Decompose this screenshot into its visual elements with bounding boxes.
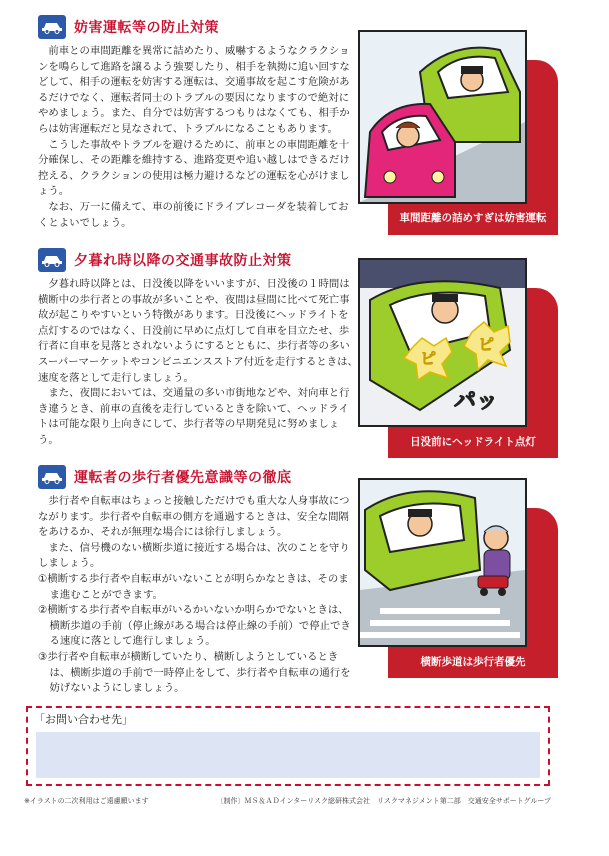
section-pedestrian-priority (38, 462, 358, 697)
contact-fill-area (36, 732, 540, 778)
illustration-headlights (358, 258, 558, 458)
section-header (38, 12, 358, 42)
footer-credit: 〔制作〕ＭＳ＆ＡＤインターリスク総研株式会社 リスクマネジメント第二部 交通安全サポートグループ (216, 797, 551, 805)
section-title: 運転者の歩行者優先意識等の徹底 (74, 470, 292, 486)
list-item: ②横断する歩行者や自転車がいるかいないか明らかでないときは、横断歩道の手前（停止線がある場合は停止線の手前）で停止できる速度に落として進行しましょう。 (38, 604, 351, 648)
paragraph: 夕暮れ時以降とは、日没後以降をいいますが、日没後の１時間は横断中の歩行者との事故が多いことや、夜間は昼間に比べて死亡事故が起こりやすいという特徴があります。日没後にヘッドライトを点灯するのではなく、日没前に早めに点灯して自車を目立たせ、歩行者に自車を見落とされないようにするとともに、歩行者等の多いスーパーマーケットやコンビニエンスストア付近を走行するときは、速度を落として走行しましょう。 (38, 278, 358, 384)
car-icon (38, 248, 66, 272)
section-title: 夕暮れ時以降の交通事故防止対策 (74, 253, 292, 269)
sfx-text: ピ (478, 335, 495, 354)
list-item: ①横断する歩行者や自転車がいないことが明らかなときは、そのまま進むことができます。 (38, 572, 349, 601)
illustration-crosswalk (358, 478, 558, 678)
car-icon (38, 15, 66, 39)
illustration-scene (358, 258, 527, 427)
illustration-caption: 日没前にヘッドライト点灯 (410, 436, 536, 448)
paragraph: また、夜間においては、交通量の多い市街地などや、対向車と行き違うとき、前車の直後を走行しているときを除いて、ヘッドライトは可能な限り上向きにして、歩行者等の早期発見に努めましょう。 (38, 387, 350, 446)
footer-note: ※イラストの二次利用はご遠慮願います (24, 797, 149, 805)
section-dusk-accidents (38, 245, 358, 449)
list-item: ③歩行者や自転車が横断していたり、横断しようとしているときは、横断歩道の手前で一時停止をして、歩行者や自転車の通行を妨げないようにしましょう。 (38, 650, 351, 695)
section-header (38, 245, 358, 275)
illustration-tailgating (358, 30, 558, 235)
sfx-text: ピ (420, 349, 437, 368)
section-title: 妨害運転等の防止対策 (74, 20, 219, 36)
paragraph: なお、万一に備えて、車の前後にドライブレコーダを装着しておくとよいでしょう。 (38, 200, 349, 229)
paragraph: 歩行者や自転車はちょっと接触しただけでも重大な人身事故につながります。歩行者や自転車の側方を通過するときは、安全な間隔をあけるか、それが無理な場合には徐行しましょう。 (38, 495, 350, 539)
contact-box (26, 706, 550, 786)
illustration-scene (358, 478, 527, 647)
car-icon (38, 465, 66, 489)
section-harassment-driving (38, 12, 358, 231)
illustration-caption: 車間距離の詰めすぎは妨害運転 (399, 212, 547, 224)
sfx-text: パッ (454, 389, 499, 414)
paragraph: こうした事故やトラブルを避けるために、前車との車間距離を十分確保し、その距離を維持する、進路変更や追い越しはできるだけ控える、クラクションの使用は極力避けるなどの運転を心がけましょう。 (38, 138, 350, 198)
illustration-scene (358, 30, 527, 204)
paragraph: また、信号機のない横断歩道に接近する場合は、次のことを守りしましょう。 (38, 541, 350, 570)
contact-label: 「お問い合わせ先」 (34, 713, 133, 726)
paragraph: 前車との車間距離を異常に詰めたり、威嚇するようなクラクションを鳴らして進路を譲るよう強要したり、相手を執拗に追い回すなどして、相手の運転を妨害する運転は、交通事故を起こす危険があるだけでなく、運転者同士のトラブルの要因になりますので絶対にやめましょう。また、自分では妨害するつもりはなくても、相手からは妨害運転だと見なされて、トラブルになることもあります。 (38, 45, 350, 135)
section-header (38, 462, 358, 492)
illustration-caption: 横断歩道は歩行者優先 (420, 656, 526, 668)
